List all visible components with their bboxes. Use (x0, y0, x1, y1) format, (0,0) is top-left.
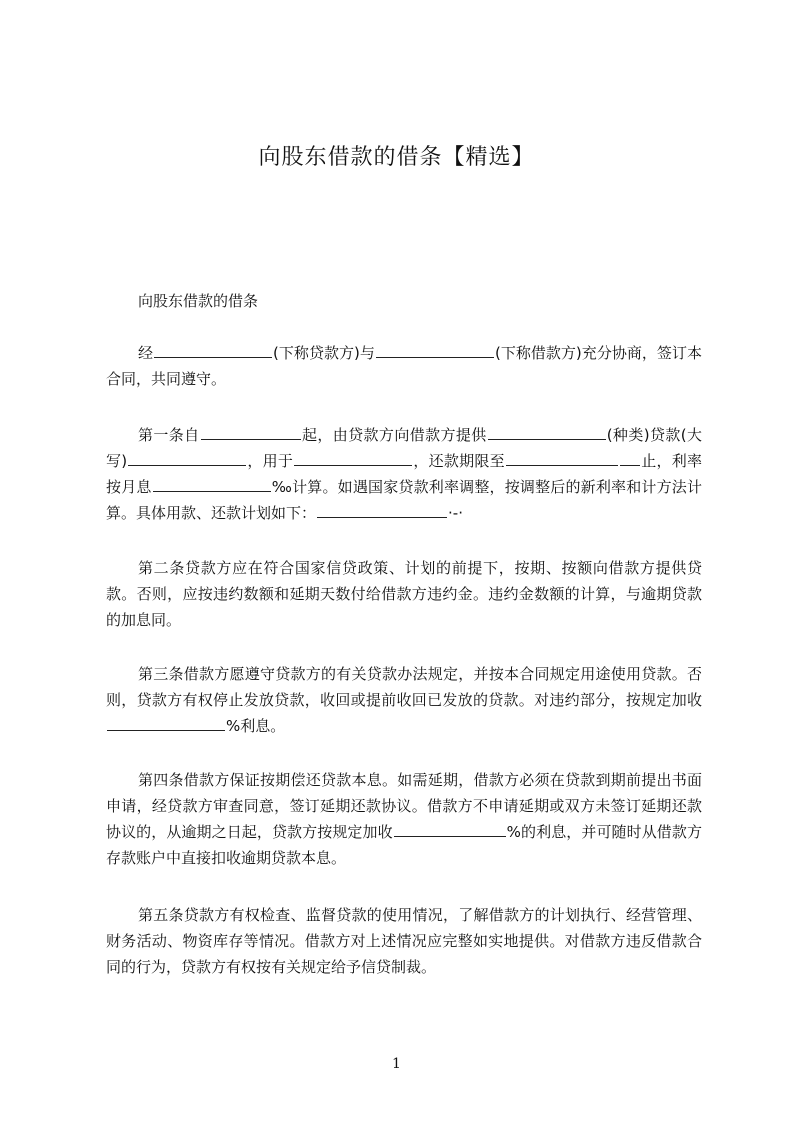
paragraph-article-2: 第二条贷款方应在符合国家信贷政策、计划的前提下，按期、按额向借款方提供贷款。否则，应按违约数额和延期天数付给借款方违约金。违约金数额的计算，与逾期贷款的加息同。 (106, 559, 702, 629)
paragraph-article-4 (106, 767, 702, 871)
paragraph-article-1 (106, 422, 702, 526)
text: (下称贷款方)与 (273, 344, 375, 362)
blank-line-start-date (201, 424, 301, 440)
blank-line-plan (317, 502, 447, 518)
text: 第一条自 (138, 426, 200, 444)
paragraph-article-3 (106, 661, 702, 739)
blank-line-lender (154, 342, 272, 358)
text: ·-· (448, 504, 463, 522)
text: (下称借款方)充分协商，签订本合同，共同遵守。 (106, 344, 702, 388)
paragraph-preamble (106, 340, 702, 392)
paragraph-article-5: 第五条贷款方有权检查、监督贷款的使用情况，了解借款方的计划执行、经营管理、财务活动、物资库存等情况。借款方对上述情况应完整如实地提供。对借款方违反借款合同的行为，贷款方有权按有关规定给予信贷制裁。 (106, 906, 702, 976)
page-number: 1 (392, 1056, 401, 1072)
blank-line-monthly-rate (153, 476, 271, 492)
blank-line-penalty-rate (107, 715, 225, 731)
text: 第三条借款方愿遵守贷款方的有关贷款办法规定，并按本合同规定用途使用贷款。否则，贷款方有权停止发放贷款，收回或提前收回已发放的贷款。对违约部分，按规定加收 (106, 665, 702, 709)
blank-line-loan-type (488, 424, 606, 440)
text: 经 (138, 344, 154, 362)
blank-line-purpose (294, 450, 412, 466)
document-subtitle: 向股东借款的借条 (138, 292, 259, 310)
blank-line-due-date (506, 450, 618, 466)
text: 起，由贷款方向借款方提供 (301, 426, 487, 444)
blank-line-borrower (376, 342, 494, 358)
document-title: 向股东借款的借条【精选】 (258, 145, 535, 170)
text: (种类)贷款(大写) (106, 426, 702, 470)
text: ，还款期限至 (413, 452, 505, 470)
text: 第四条借款方保证按期偿还贷款本息。如需延期，借款方必须在贷款到期前提出书面申请，经贷款方审查同意，签订延期还款协议。借款方不申请延期或双方未签订延期还款协议的，从逾期之日起，贷款方按规定加收 (106, 771, 702, 841)
text: %的利息，并可随时从借款方存款账户中直接扣收逾期贷款本息。 (106, 823, 702, 867)
blank-line-due-date-cont (620, 450, 640, 466)
blank-line-overdue-rate (394, 821, 506, 837)
text: ，用于 (247, 452, 294, 470)
blank-line-amount (128, 450, 246, 466)
text: 止，利率按月息 (106, 452, 702, 496)
text: ‰计算。如遇国家贷款利率调整，按调整后的新利率和计方法计算。具体用款、还款计划如下： (106, 478, 702, 522)
text: %利息。 (226, 717, 286, 735)
